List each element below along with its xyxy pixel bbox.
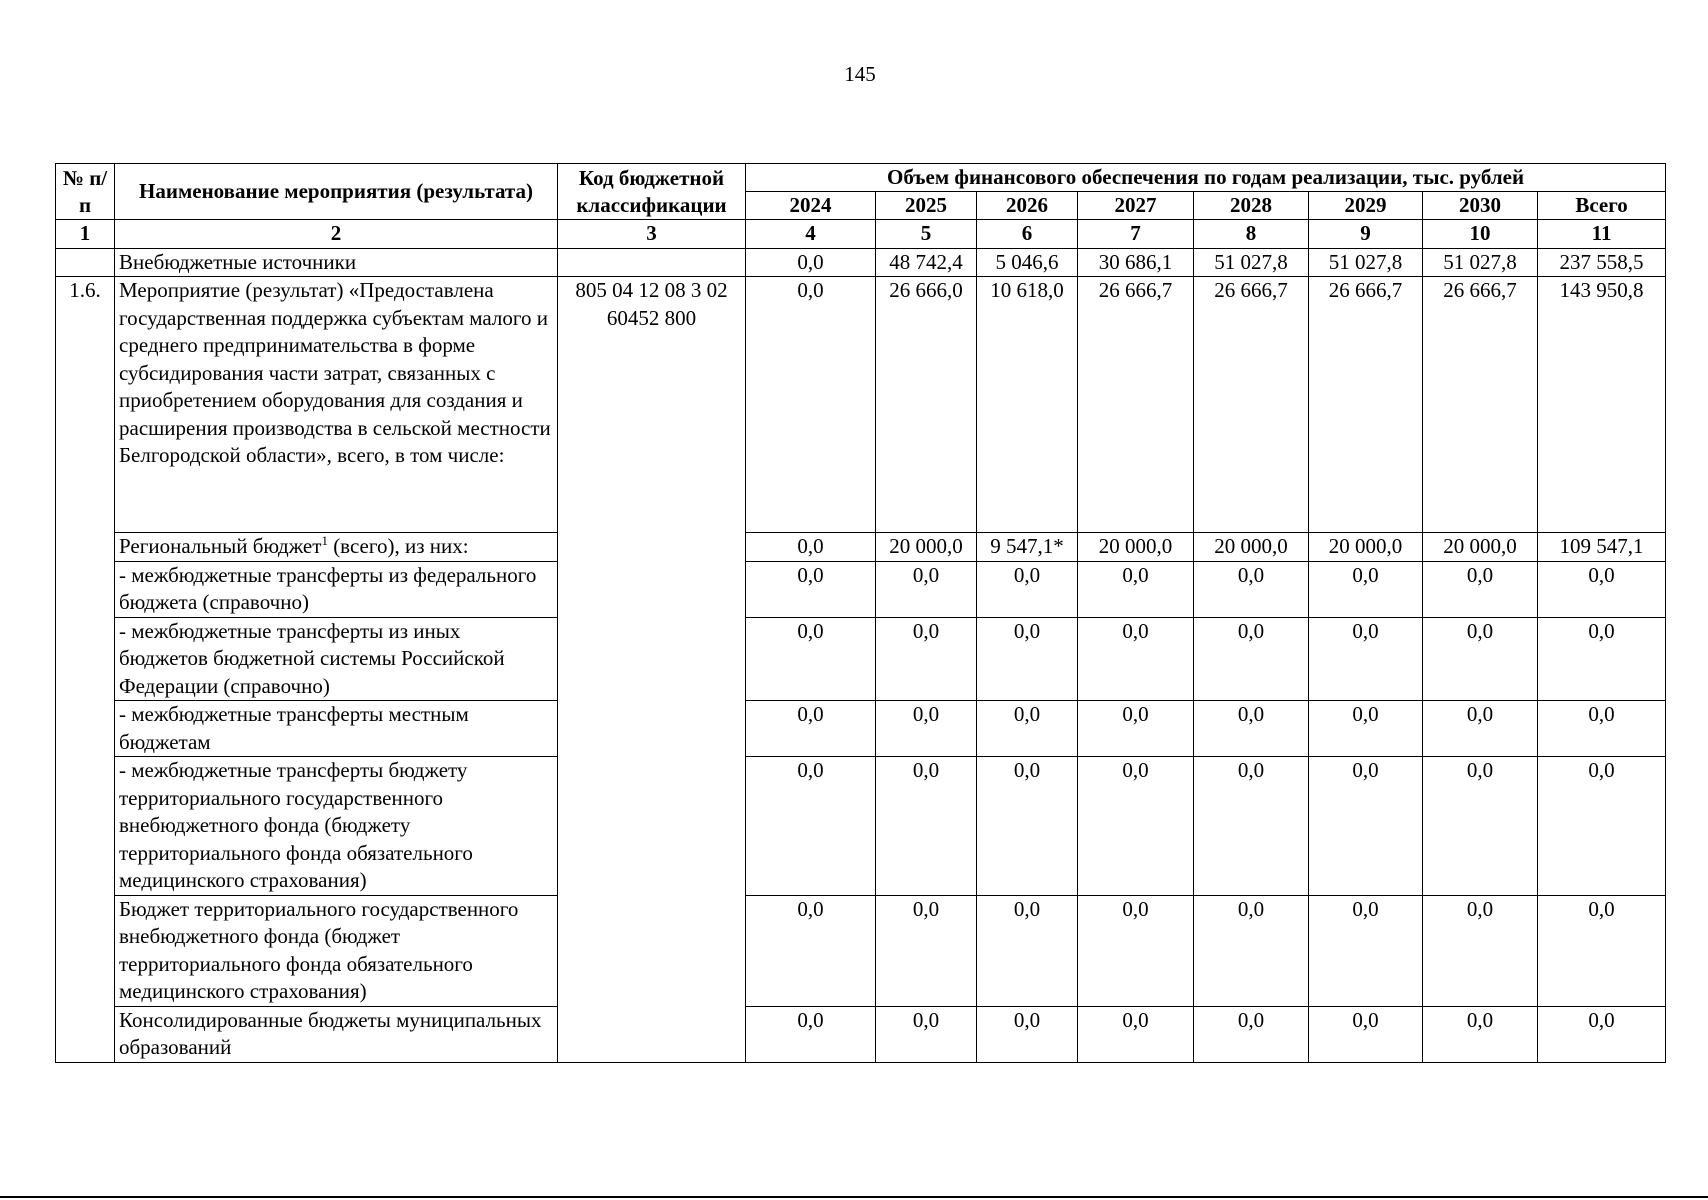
value-2027: 0,0 (1078, 757, 1194, 896)
value-2025: 0,0 (876, 561, 977, 617)
value-2026: 10 618,0 (977, 277, 1078, 533)
table-row-offbudget (56, 248, 1666, 277)
value-total: 109 547,1 (1538, 533, 1666, 562)
column-index: 1 (56, 220, 115, 249)
value-2026: 0,0 (977, 757, 1078, 896)
value-2029: 26 666,7 (1309, 277, 1423, 533)
financing-table (55, 163, 1666, 1063)
header-year: 2026 (977, 192, 1078, 220)
table-row-fund-transfers (56, 757, 1666, 896)
value-2024: 0,0 (746, 277, 876, 533)
value-2028: 0,0 (1194, 1006, 1309, 1062)
value-2029: 0,0 (1309, 561, 1423, 617)
value-total: 0,0 (1538, 561, 1666, 617)
header-num: № п/п (56, 164, 115, 220)
value-2028: 0,0 (1194, 895, 1309, 1006)
value-2026: 0,0 (977, 617, 1078, 701)
value-2029: 0,0 (1309, 617, 1423, 701)
value-2029: 0,0 (1309, 701, 1423, 757)
value-2030: 20 000,0 (1423, 533, 1538, 562)
value-2030: 0,0 (1423, 757, 1538, 896)
value-2030: 0,0 (1423, 701, 1538, 757)
header-total: Всего (1538, 192, 1666, 220)
row-name: Мероприятие (результат) «Предоставлена государственная поддержка субъектам малого и среднего предпринимательства в форме субсидирования части затрат, связанных с приобретением оборудования для создания и расширения производства в сельской местности Белгородской области», всего, в том числе: (115, 277, 558, 533)
value-2029: 0,0 (1309, 1006, 1423, 1062)
table-row-regional (56, 533, 1666, 562)
value-2028: 0,0 (1194, 617, 1309, 701)
column-index: 6 (977, 220, 1078, 249)
column-index: 8 (1194, 220, 1309, 249)
row-name: Бюджет территориального государственного внебюджетного фонда (бюджет территориального фонда обязательного медицинского страхования) (115, 895, 558, 1006)
column-index: 11 (1538, 220, 1666, 249)
table-row-other-transfers (56, 617, 1666, 701)
value-2024: 0,0 (746, 1006, 876, 1062)
value-2026: 0,0 (977, 561, 1078, 617)
column-index: 9 (1309, 220, 1423, 249)
value-2030: 51 027,8 (1423, 248, 1538, 277)
header-year: 2029 (1309, 192, 1423, 220)
row-code: 805 04 12 08 3 02 60452 800 (558, 277, 746, 1063)
value-total: 0,0 (1538, 701, 1666, 757)
value-2028: 26 666,7 (1194, 277, 1309, 533)
value-2025: 0,0 (876, 617, 977, 701)
value-2027: 26 666,7 (1078, 277, 1194, 533)
value-2028: 0,0 (1194, 561, 1309, 617)
value-2027: 0,0 (1078, 701, 1194, 757)
header-volume: Объем финансового обеспечения по годам реализации, тыс. рублей (746, 164, 1666, 192)
value-2028: 20 000,0 (1194, 533, 1309, 562)
value-total: 0,0 (1538, 1006, 1666, 1062)
header-year: 2030 (1423, 192, 1538, 220)
value-2025: 26 666,0 (876, 277, 977, 533)
footnote-mark: 1 (321, 533, 328, 548)
value-2027: 0,0 (1078, 1006, 1194, 1062)
value-2030: 0,0 (1423, 895, 1538, 1006)
value-2025: 0,0 (876, 1006, 977, 1062)
value-2030: 26 666,7 (1423, 277, 1538, 533)
column-index: 5 (876, 220, 977, 249)
row-name-text: (всего), из них: (327, 534, 469, 558)
value-2029: 0,0 (1309, 757, 1423, 896)
header-year: 2025 (876, 192, 977, 220)
value-total: 237 558,5 (1538, 248, 1666, 277)
row-name: Консолидированные бюджеты муниципальных образований (115, 1006, 558, 1062)
value-2026: 5 046,6 (977, 248, 1078, 277)
row-code (558, 248, 746, 277)
value-2028: 51 027,8 (1194, 248, 1309, 277)
table-row-activity (56, 277, 1666, 533)
value-2025: 0,0 (876, 701, 977, 757)
page-bottom-rule (0, 1196, 1708, 1198)
row-name: - межбюджетные трансферты бюджету территориального государственного внебюджетного фонда (бюджету территориального фонда обязательного медицинского страхования) (115, 757, 558, 896)
value-2026: 0,0 (977, 701, 1078, 757)
row-name: - межбюджетные трансферты местным бюджетам (115, 701, 558, 757)
value-2026: 0,0 (977, 1006, 1078, 1062)
value-2024: 0,0 (746, 561, 876, 617)
value-2027: 0,0 (1078, 561, 1194, 617)
value-2026: 0,0 (977, 895, 1078, 1006)
column-index: 3 (558, 220, 746, 249)
value-total: 0,0 (1538, 617, 1666, 701)
column-index: 7 (1078, 220, 1194, 249)
value-2024: 0,0 (746, 533, 876, 562)
column-index: 10 (1423, 220, 1538, 249)
header-year: 2028 (1194, 192, 1309, 220)
row-num (56, 248, 115, 277)
row-name: - межбюджетные трансферты из иных бюджетов бюджетной системы Российской Федерации (справочно) (115, 617, 558, 701)
page-number: 145 (844, 62, 876, 86)
value-total: 0,0 (1538, 895, 1666, 1006)
table-row-federal-transfers (56, 561, 1666, 617)
value-2025: 0,0 (876, 895, 977, 1006)
value-2030: 0,0 (1423, 1006, 1538, 1062)
column-index-row (56, 220, 1666, 249)
table-row-municipal (56, 1006, 1666, 1062)
value-2026: 9 547,1* (977, 533, 1078, 562)
header-code: Код бюджетной классификации (558, 164, 746, 220)
row-num: 1.6. (56, 277, 115, 1063)
value-2025: 48 742,4 (876, 248, 977, 277)
value-2027: 20 000,0 (1078, 533, 1194, 562)
table-row-fund-budget (56, 895, 1666, 1006)
value-2030: 0,0 (1423, 561, 1538, 617)
value-2030: 0,0 (1423, 617, 1538, 701)
header-name: Наименование мероприятия (результата) (115, 164, 558, 220)
value-2027: 0,0 (1078, 895, 1194, 1006)
column-index: 4 (746, 220, 876, 249)
value-total: 0,0 (1538, 757, 1666, 896)
row-name: - межбюджетные трансферты из федерального бюджета (справочно) (115, 561, 558, 617)
value-2024: 0,0 (746, 895, 876, 1006)
value-2025: 20 000,0 (876, 533, 977, 562)
value-2027: 30 686,1 (1078, 248, 1194, 277)
header-year: 2024 (746, 192, 876, 220)
value-2024: 0,0 (746, 701, 876, 757)
value-2027: 0,0 (1078, 617, 1194, 701)
row-name (115, 533, 558, 562)
value-total: 143 950,8 (1538, 277, 1666, 533)
value-2029: 51 027,8 (1309, 248, 1423, 277)
row-name: Внебюджетные источники (115, 248, 558, 277)
value-2024: 0,0 (746, 757, 876, 896)
header-year: 2027 (1078, 192, 1194, 220)
value-2024: 0,0 (746, 617, 876, 701)
value-2028: 0,0 (1194, 701, 1309, 757)
value-2029: 0,0 (1309, 895, 1423, 1006)
value-2028: 0,0 (1194, 757, 1309, 896)
table-row-local-transfers (56, 701, 1666, 757)
value-2024: 0,0 (746, 248, 876, 277)
row-name-text: Региональный бюджет (119, 534, 322, 558)
value-2025: 0,0 (876, 757, 977, 896)
header-row (56, 164, 1666, 192)
column-index: 2 (115, 220, 558, 249)
value-2029: 20 000,0 (1309, 533, 1423, 562)
